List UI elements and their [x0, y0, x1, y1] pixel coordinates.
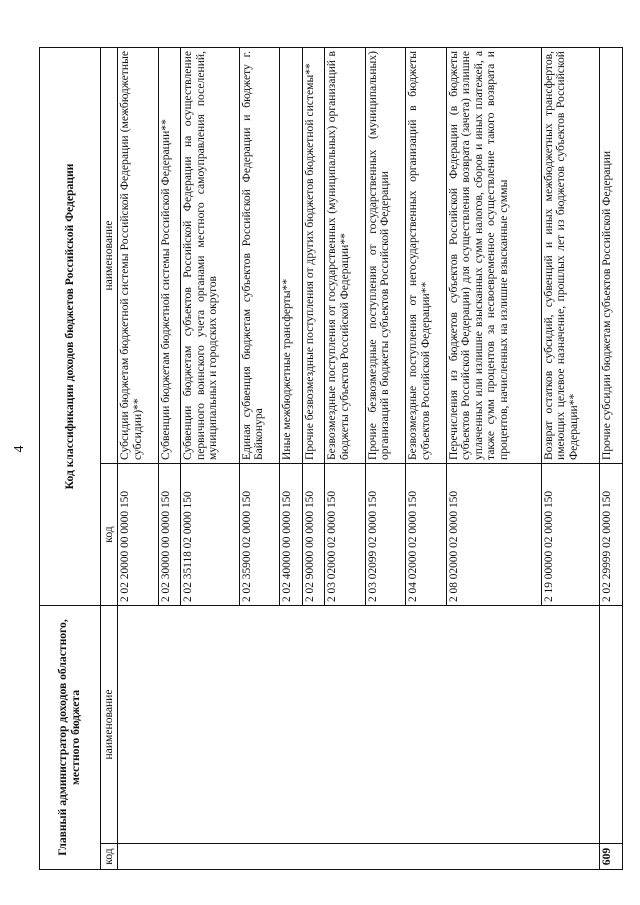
- revenue-name-cell: Безвозмездные поступления от негосударственных организаций в бюджеты субъектов Российской Федерации**: [406, 48, 447, 464]
- header-row-group: [40, 48, 101, 870]
- revenue-classification-table: [39, 47, 623, 870]
- revenue-name-cell: Прочие безвозмездные поступления от государственных (муниципальных) организаций в бюджеты субъектов Российской Федерации: [365, 48, 406, 464]
- revenue-name-cell: Единая субвенция бюджетам субъектов Российской Федерации и бюджету г. Байконура: [239, 48, 280, 464]
- header-admin-code: код: [101, 844, 118, 870]
- table-row: [600, 48, 623, 870]
- page-number: 4: [12, 445, 27, 453]
- table-body: [118, 48, 623, 870]
- revenue-name-cell: Иные межбюджетные трансферты**: [280, 48, 302, 464]
- header-class-name: наименование: [101, 48, 118, 464]
- admin-name-cell: [118, 606, 600, 844]
- header-admin-name: наименование: [101, 606, 118, 844]
- revenue-code-cell: 2 04 02000 02 0000 150: [406, 464, 447, 606]
- admin-code-cell: [118, 844, 600, 870]
- admin-name-cell: [600, 606, 623, 844]
- header-class-code: код: [101, 464, 118, 606]
- revenue-code-cell: 2 03 02000 02 0000 150: [325, 464, 366, 606]
- table-row: [118, 48, 159, 870]
- revenue-code-cell: 2 08 02000 02 0000 150: [446, 464, 541, 606]
- rotated-table-frame: [39, 48, 623, 870]
- header-admin-group: Главный администратор доходов областного, местного бюджета: [40, 606, 101, 870]
- revenue-code-cell: 2 19 00000 02 0000 150: [541, 464, 600, 606]
- revenue-code-cell: 2 02 40000 00 0000 150: [280, 464, 302, 606]
- revenue-code-cell: 2 02 35900 02 0000 150: [239, 464, 280, 606]
- revenue-code-cell: 2 02 90000 00 0000 150: [302, 464, 324, 606]
- revenue-name-cell: Перечисления из бюджетов субъектов Российской Федерации (в бюджеты субъектов Российской Федерации) для осуществления возврата (зачета) излишне уплаченных или излишне взысканных сумм налогов, сборов и иных платежей, а также сумм процентов за несвоевременное осуществление такого возврата и процентов, начисленных на излишне взысканные суммы: [446, 48, 541, 464]
- header-row-sub: [101, 48, 118, 870]
- revenue-code-cell: 2 02 20000 00 0000 150: [118, 464, 159, 606]
- revenue-code-cell: 2 02 35118 02 0000 150: [181, 464, 240, 606]
- revenue-name-cell: Безвозмездные поступления от государственных (муниципальных) организаций в бюджеты субъектов Российской Федерации**: [325, 48, 366, 464]
- revenue-code-cell: 2 02 29999 02 0000 150: [600, 464, 623, 606]
- revenue-name-cell: Прочие субсидии бюджетам субъектов Российской Федерации: [600, 48, 623, 464]
- revenue-name-cell: Возврат остатков субсидий, субвенций и иных межбюджетных трансфертов, имеющих целевое назначение, прошлых лет из бюджетов субъектов Российской Федерации**: [541, 48, 600, 464]
- revenue-name-cell: Прочие безвозмездные поступления от других бюджетов бюджетной системы**: [302, 48, 324, 464]
- revenue-name-cell: Субвенции бюджетам субъектов Российской Федерации на осуществление первичного воинского учета органами местного самоуправления поселений, муниципальных и городских округов: [181, 48, 240, 464]
- header-classification-group: Код классификации доходов бюджетов Российской Федерации: [40, 48, 101, 606]
- admin-code-cell: 609: [600, 844, 623, 870]
- revenue-name-cell: Субвенции бюджетам бюджетной системы Российской Федерации**: [158, 48, 180, 464]
- revenue-name-cell: Субсидии бюджетам бюджетной системы Российской Федерации (межбюджетные субсидии)**: [118, 48, 159, 464]
- revenue-code-cell: 2 02 30000 00 0000 150: [158, 464, 180, 606]
- revenue-code-cell: 2 03 02099 02 0000 150: [365, 464, 406, 606]
